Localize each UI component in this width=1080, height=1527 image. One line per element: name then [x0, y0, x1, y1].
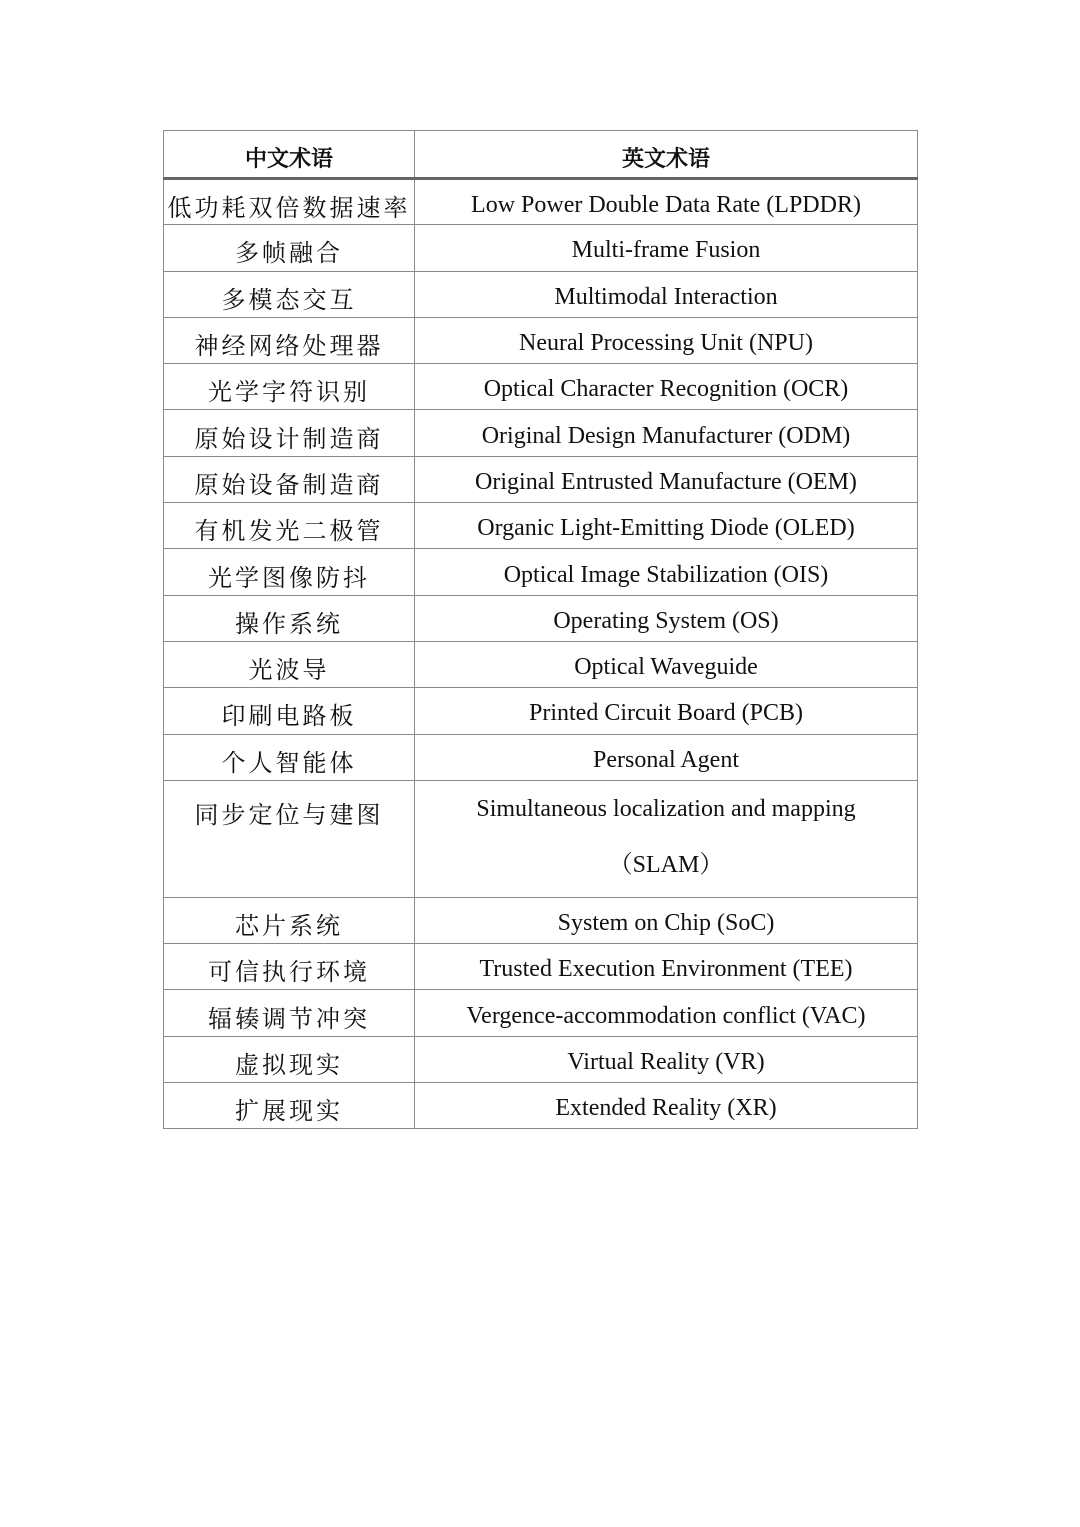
header-row: [164, 131, 918, 179]
english-term-cell: Optical Waveguide: [415, 641, 918, 687]
english-term-cell: Organic Light-Emitting Diode (OLED): [415, 503, 918, 549]
table-row: [164, 734, 918, 780]
chinese-term-cell: 多帧融合: [164, 225, 415, 271]
table-row: [164, 780, 918, 897]
english-term-line-1: Simultaneous localization and mapping: [476, 795, 856, 822]
english-term-cell: Original Design Manufacturer (ODM): [415, 410, 918, 456]
english-term-cell: [415, 780, 918, 897]
table-row: [164, 595, 918, 641]
chinese-term-cell: 低功耗双倍数据速率: [164, 179, 415, 225]
glossary-table: [163, 130, 918, 1129]
english-term-cell: Operating System (OS): [415, 595, 918, 641]
chinese-term-cell: 芯片系统: [164, 897, 415, 943]
chinese-term-cell: 印刷电路板: [164, 688, 415, 734]
table-row: [164, 897, 918, 943]
chinese-term-cell: 原始设计制造商: [164, 410, 415, 456]
english-term-line-2: （SLAM）: [608, 851, 724, 878]
english-term-cell: Vergence-accommodation conflict (VAC): [415, 990, 918, 1036]
english-term-cell: Personal Agent: [415, 734, 918, 780]
table-row: [164, 410, 918, 456]
chinese-term-cell: 神经网络处理器: [164, 317, 415, 363]
chinese-term-cell: 光学字符识别: [164, 364, 415, 410]
header-english-term: 英文术语: [415, 131, 918, 179]
table-row: [164, 549, 918, 595]
english-term-cell: Virtual Reality (VR): [415, 1036, 918, 1082]
chinese-term-cell: 扩展现实: [164, 1083, 415, 1129]
table-row: [164, 317, 918, 363]
table-row: [164, 944, 918, 990]
header-chinese-term: 中文术语: [164, 131, 415, 179]
table-row: [164, 179, 918, 225]
english-term-cell: Neural Processing Unit (NPU): [415, 317, 918, 363]
english-term-cell: Printed Circuit Board (PCB): [415, 688, 918, 734]
chinese-term-cell: 个人智能体: [164, 734, 415, 780]
table-row: [164, 641, 918, 687]
table-row: [164, 688, 918, 734]
chinese-term-cell: 有机发光二极管: [164, 503, 415, 549]
table-row: [164, 990, 918, 1036]
english-term-cell: Low Power Double Data Rate (LPDDR): [415, 179, 918, 225]
table-row: [164, 225, 918, 271]
chinese-term-cell: 辐辏调节冲突: [164, 990, 415, 1036]
chinese-term-cell: 可信执行环境: [164, 944, 415, 990]
chinese-term-cell: 操作系统: [164, 595, 415, 641]
chinese-term-cell: 同步定位与建图: [164, 780, 415, 897]
english-term-cell: Optical Image Stabilization (OIS): [415, 549, 918, 595]
english-term-cell: Original Entrusted Manufacture (OEM): [415, 456, 918, 502]
english-term-cell: Multi-frame Fusion: [415, 225, 918, 271]
table-row: [164, 1083, 918, 1129]
table-row: [164, 1036, 918, 1082]
table-row: [164, 503, 918, 549]
chinese-term-cell: 光学图像防抖: [164, 549, 415, 595]
chinese-term-cell: 虚拟现实: [164, 1036, 415, 1082]
table-header: [164, 131, 918, 179]
english-term-cell: Multimodal Interaction: [415, 271, 918, 317]
english-term-cell: Optical Character Recognition (OCR): [415, 364, 918, 410]
chinese-term-cell: 光波导: [164, 641, 415, 687]
english-term-cell: Extended Reality (XR): [415, 1083, 918, 1129]
english-term-cell: System on Chip (SoC): [415, 897, 918, 943]
table-row: [164, 271, 918, 317]
table-body: [164, 179, 918, 1129]
english-term-cell: Trusted Execution Environment (TEE): [415, 944, 918, 990]
table-row: [164, 456, 918, 502]
table-row: [164, 364, 918, 410]
chinese-term-cell: 多模态交互: [164, 271, 415, 317]
chinese-term-cell: 原始设备制造商: [164, 456, 415, 502]
